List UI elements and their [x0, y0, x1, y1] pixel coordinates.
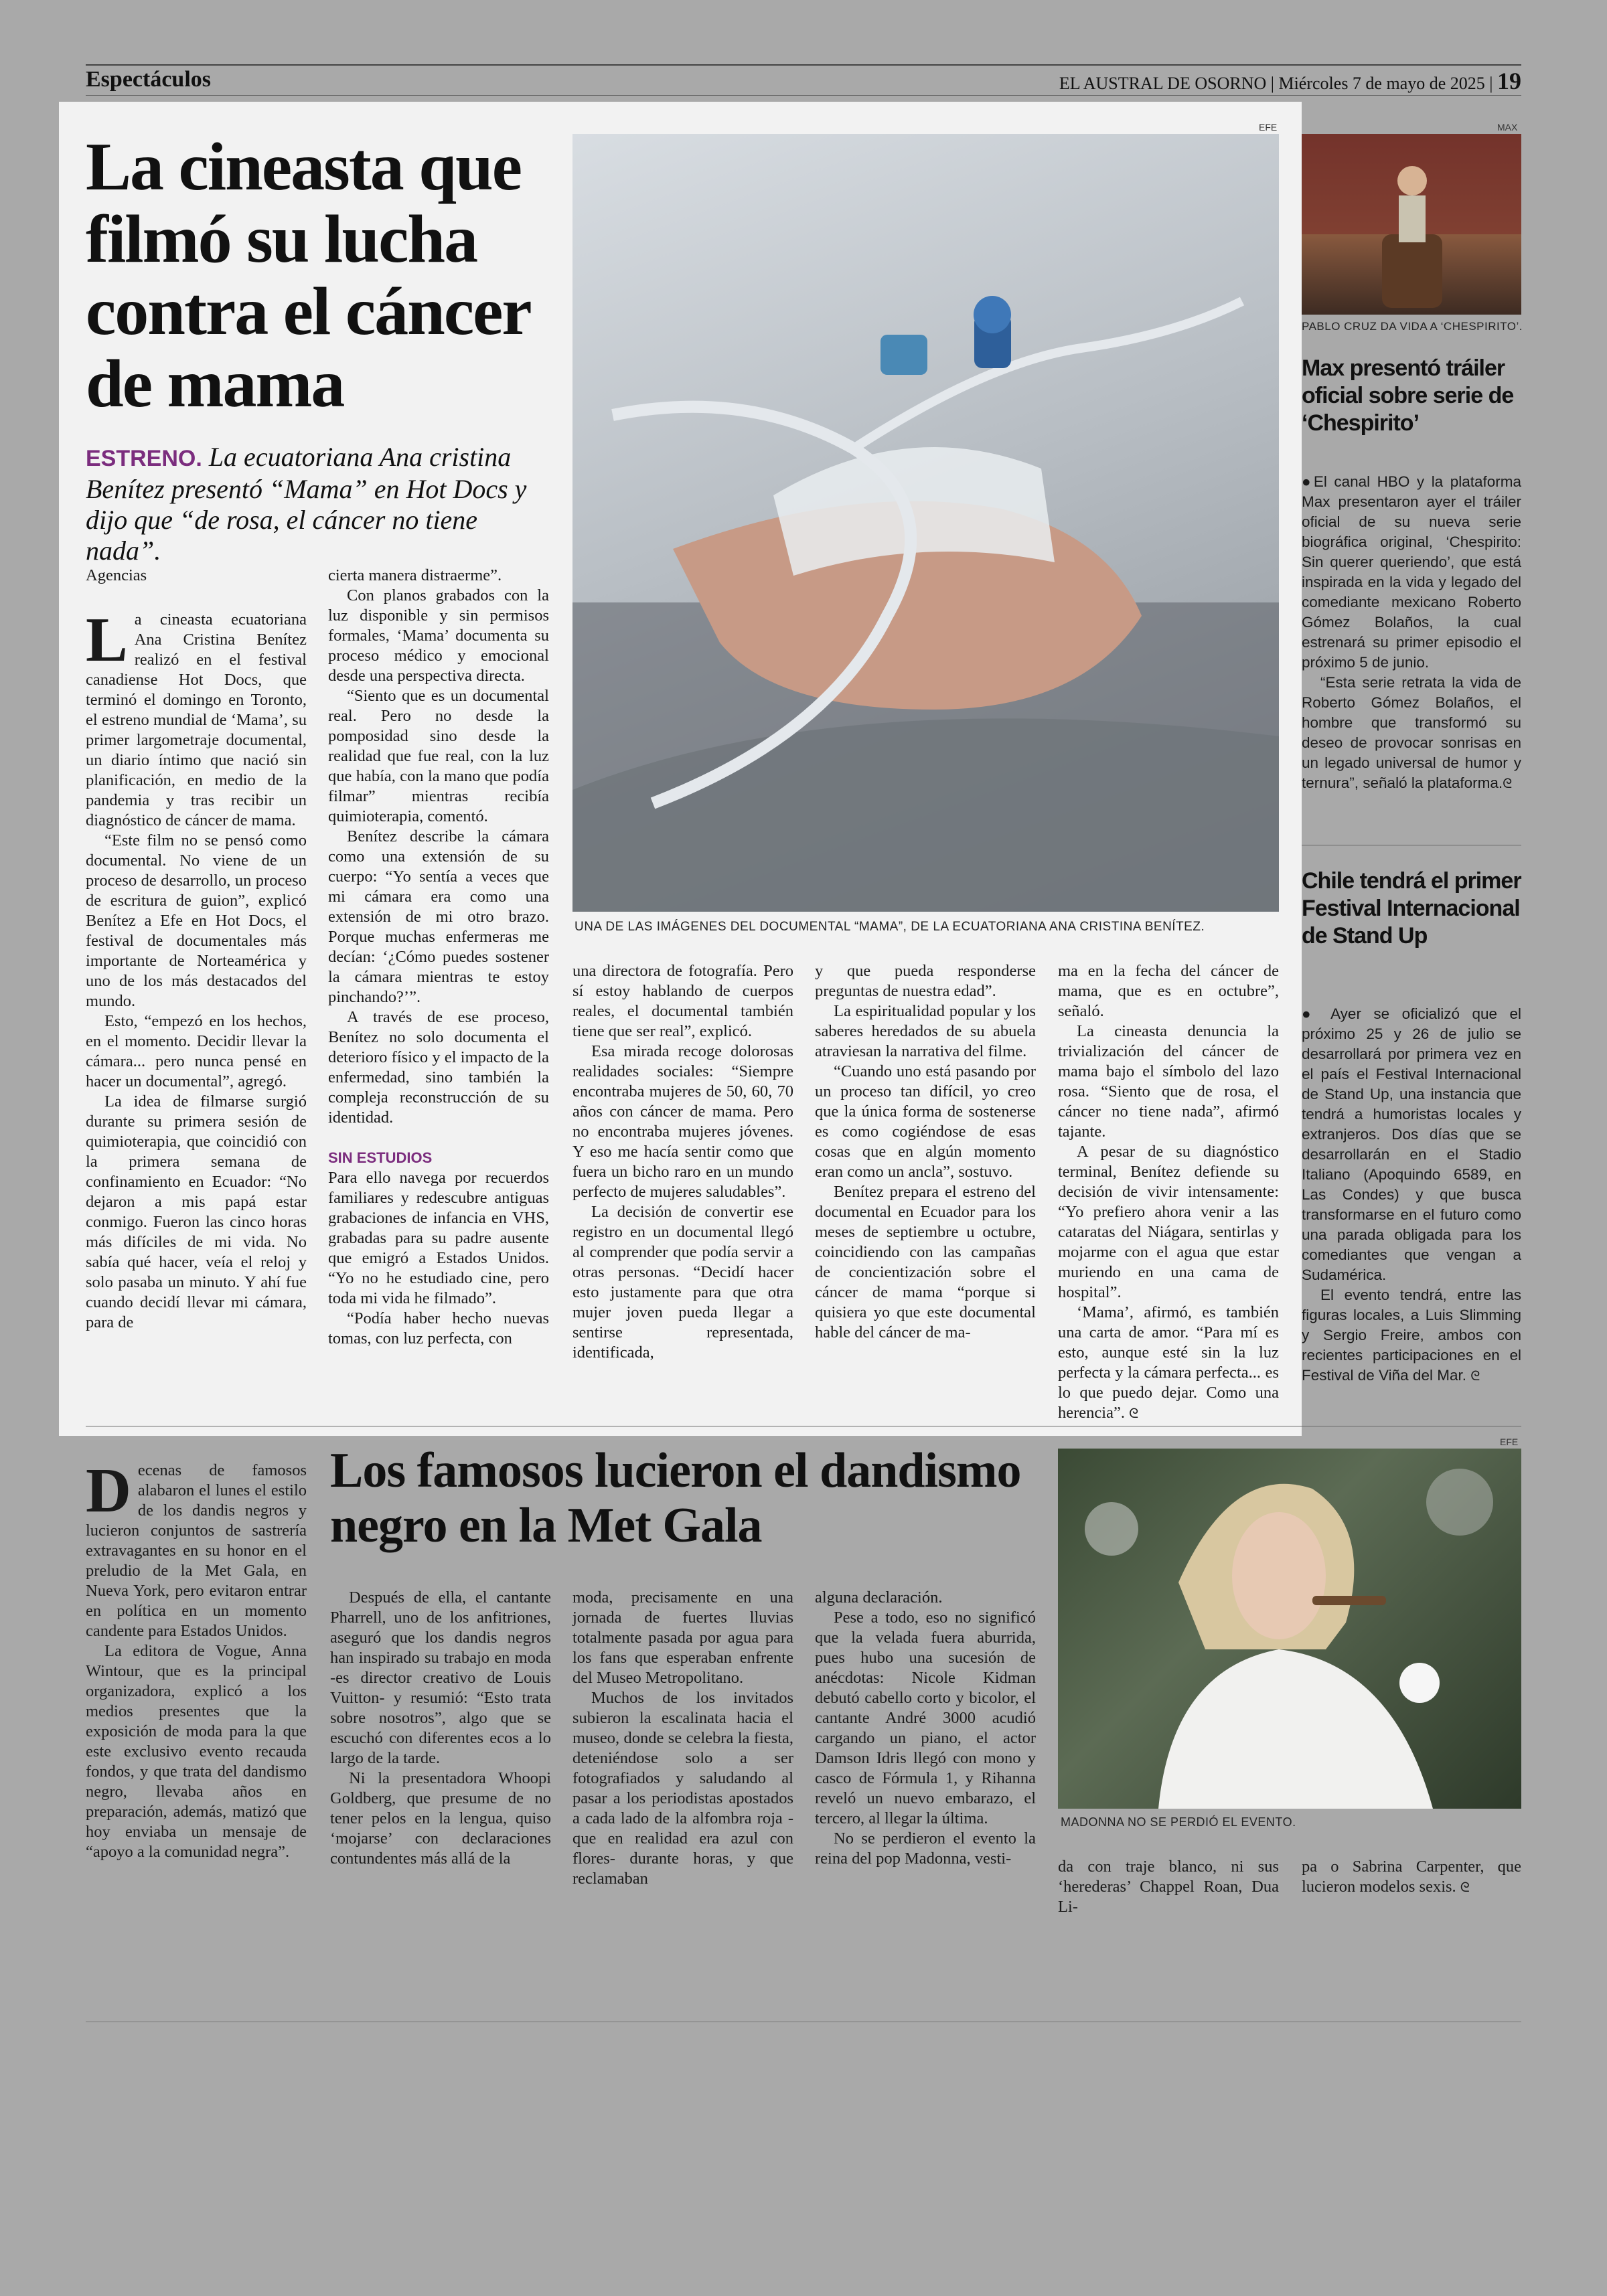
chespirito-caption: PABLO CRUZ DA VIDA A ‘CHESPIRITO’.: [1302, 320, 1523, 333]
section-name: Espectáculos: [86, 67, 211, 92]
body-column-2: [328, 566, 549, 1349]
met-paragraph: Muchos de los invitados subieron la escalinata hacia el museo, donde se celebra la fiesta, deteniéndose solo a ser fotografiados y saludando al pasar a los periodistas apostados a cada lado de la alfombra roja -que en realidad era azul con flores- durante horas, y que reclamaban: [572, 1689, 793, 1888]
body-paragraph: “Podía haber hecho nuevas tomas, con luz perfecta, con: [328, 1309, 549, 1347]
body-paragraph: Benítez prepara el estreno del documental en Ecuador para los meses de septiembre u octubre, coincidiendo con las campañas de concientización sobre el cáncer de mama “porque si quisiera yo que este documental hable del cáncer de ma-: [815, 1183, 1036, 1341]
paragraph-text: El evento tendrá, entre las figuras locales, a Luis Slimming y Sergio Freire, ambos con recientes participaciones en el Festival de Viña del Mar.: [1302, 1287, 1521, 1384]
article-deck: [86, 442, 554, 566]
body-paragraph: Para ello navega por recuerdos familiares y redescubre antiguas grabaciones de infancia en VHS, grabadas para su padre ausente que emigró a Estados Unidos. “Yo no he estudiado cine, pero toda mi vida he filmado”.: [328, 1169, 549, 1307]
kicker: ESTRENO.: [86, 446, 202, 471]
madonna-photo: [1058, 1449, 1521, 1809]
masthead-info: EL AUSTRAL DE OSORNO | Miércoles 7 de mayo de 2025 | 19: [1059, 68, 1521, 94]
side-paragraph: [1302, 1004, 1521, 1285]
main-photo-caption: UNA DE LAS IMÁGENES DEL DOCUMENTAL “MAMA”, DE LA ECUATORIANA ANA CRISTINA BENÍTEZ.: [575, 920, 1205, 934]
end-mark-icon: ᘓ: [1470, 1368, 1480, 1384]
side-title-standup: Chile tendrá el primer Festival Internacional de Stand Up: [1302, 868, 1521, 949]
body-paragraph: La espiritualidad popular y los saberes heredados de su abuela atraviesan la narrativa del filme.: [815, 1002, 1036, 1060]
body-paragraph: una directora de fotografía. Pero sí estoy hablando de cuerpos reales, el documental también tiene que ser real”, explicó.: [572, 962, 793, 1040]
body-paragraph: La idea de filmarse surgió durante su primera sesión de quimioterapia, que coincidió con la primera semana de confinamiento en Ecuador: “No dejaron a mis papá estar conmigo. Fueron las cinco horas más difíciles de mi vida. No sabía qué hacer, veía el reloj y solo pasaba un minuto. Y ahí fue cuando decidí llevar mi cámara, para de: [86, 1092, 307, 1331]
met-paragraph: moda, precisamente en una jornada de fuertes lluvias totalmente pasada por agua para los fans que esperaban enfrente del Museo Metropolitano.: [572, 1588, 793, 1687]
bullet-icon: ●: [1302, 1005, 1331, 1022]
body-paragraph: La decisión de convertir ese registro en un documental llegó al comprender que podía servir a otras personas. “Decidí hacer esto justamente para que otra mujer joven pueda llegar a sentirse representada, identificada,: [572, 1203, 793, 1362]
body-paragraph: La cineasta denuncia la trivialización del cáncer de mama bajo el símbolo del lazo rosa. “Siento que de rosa, el cáncer no tiene nada”, afirmó tajante.: [1058, 1022, 1279, 1141]
deck-text: La ecuatoriana Ana cristina Benítez presentó “Mama” en Hot Docs y dijo que “de rosa, el cáncer no tiene nada”.: [86, 442, 527, 566]
body-paragraph: “Cuando uno está pasando por un proceso tan difícil, yo creo que la única forma de sostenerse es como cogiéndose de esas cosas que en algún momento eran como un ancla”, sostuvo.: [815, 1062, 1036, 1181]
side-title-max: Max presentó tráiler oficial sobre serie de ‘Chespirito’: [1302, 355, 1514, 436]
met-column-5: [1058, 1857, 1279, 1917]
paragraph-text: Ayer se oficializó que el próximo 25 y 26 de julio se desarrollará por primera vez en el país el Festival Internacional de Stand Up, una instancia que tendrá a humoristas locales y extranjeros. Dos días que se desarrollarán en el Stadio Italiano (Apoquindo 6589, en Las Condes) y que busca transformarse en el futuro como una parada obligada para los comediantes que vengan a Sudamérica.: [1302, 1005, 1521, 1283]
side-paragraph: [1302, 472, 1521, 673]
madonna-caption: MADONNA NO SE PERDIÓ EL EVENTO.: [1061, 1815, 1296, 1829]
paragraph-text: “Esta serie retrata la vida de Roberto Gómez Bolaños, el hombre que transformó su deseo de provocar sonrisas en un legado universal de humor y ternura”, señaló la plataforma.: [1302, 674, 1521, 791]
end-mark-icon: ᘓ: [1129, 1405, 1139, 1421]
side-photo-credit: MAX: [1497, 122, 1518, 133]
body-paragraph: Benítez describe la cámara como una extensión de su cuerpo: “Yo sentía a veces que mi cámara era como una extensión de mi otro brazo. Porque muchas enfermeras me decían: ‘¿Cómo puedes sostener la cámara mientras te estoy pinchando?’”.: [328, 827, 549, 1006]
met-column-3: [572, 1588, 793, 1889]
side-story-standup: [1302, 1004, 1521, 1386]
met-gala-title: Los famosos lucieron el dandismo negro en la Met Gala: [330, 1443, 1021, 1553]
body-paragraph: [1058, 1303, 1279, 1423]
met-paragraph: La editora de Vogue, Anna Wintour, que es la principal organizadora, explicó a los medios presentes que la exposición de moda para la que este exclusivo evento recauda fondos, y que trata del dandismo negro, llevaba años en preparación, además, matizó que hoy enviaba un mensaje de “apoyo a la comunidad negra”.: [86, 1642, 307, 1861]
body-paragraph: ma en la fecha del cáncer de mama, que es en octubre”, señaló.: [1058, 962, 1279, 1020]
body-column-1: [86, 566, 307, 1333]
iv-hand-illustration: [572, 134, 1279, 912]
met-column-1: [86, 1456, 307, 1862]
met-paragraph: No se perdieron el evento la reina del pop Madonna, vesti-: [815, 1829, 1036, 1868]
body-paragraph: Esto, “empezó en los hechos, en el momento. Decidir llevar la cámara... pero nunca pensé en hacer un documental”, agregó.: [86, 1012, 307, 1090]
masthead: EL AUSTRAL DE OSORNO: [1059, 74, 1267, 93]
paragraph-text: ecenas de famosos alabaron el lunes el estilo de los dandis negros y lucieron conjuntos de sastrería extravagantes en su honor en el preludio de la Met Gala, en Nueva York, pero evitaron entrar en política en un momento candente para Estados Unidos.: [86, 1461, 307, 1640]
end-mark-icon: ᘓ: [1460, 1879, 1470, 1895]
body-paragraph: y que pueda responderse preguntas de nuestra edad”.: [815, 962, 1036, 1000]
drop-cap: D: [86, 1456, 131, 1526]
met-paragraph: Ni la presentadora Whoopi Goldberg, que presume de no tener pelos en la lengua, quiso ‘mojarse’ con declaraciones contundentes más allá de la: [330, 1769, 551, 1868]
bullet-icon: ●: [1302, 473, 1314, 490]
body-paragraph: cierta manera distraerme”.: [328, 566, 502, 584]
drop-cap: L: [86, 605, 128, 675]
article-title: La cineasta que filmó su lucha contra el cáncer de mama: [86, 129, 530, 422]
issue-date: Miércoles 7 de mayo de 2025: [1278, 74, 1485, 93]
body-column-5: [1058, 961, 1279, 1423]
page-number: 19: [1497, 68, 1521, 94]
met-paragraph: [86, 1456, 307, 1641]
met-column-6: [1302, 1857, 1521, 1897]
byline: Agencias: [86, 566, 147, 584]
met-paragraph: [1302, 1857, 1521, 1897]
body-paragraph: Esa mirada recoge dolorosas realidades sociales: “Siempre encontraba mujeres de 50, 60, 70 años con cáncer de mama. Pero no encontraba mujeres jóvenes. Y eso me hacía sentir como que fuera un bicho raro en un mundo perfecto de mujeres saludables”.: [572, 1042, 793, 1201]
madonna-illustration: [1058, 1449, 1521, 1809]
body-paragraph: A pesar de su diagnóstico terminal, Benítez defiende su decisión de vivir intensamente: “Yo prefiero ahora venir a las cataratas del Niágara, sentirlas y mojarme con el agua que estar muriendo en una cama de hospital”.: [1058, 1143, 1279, 1301]
end-mark-icon: ᘓ: [1503, 775, 1513, 791]
met-column-2: [330, 1588, 551, 1869]
chespirito-photo: [1302, 134, 1521, 315]
subheading: SIN ESTUDIOS: [328, 1149, 433, 1166]
side-paragraph: [1302, 1285, 1521, 1386]
chespirito-illustration: [1302, 134, 1521, 315]
body-paragraph: “Siento que es un documental real. Pero no desde la pomposidad sino desde la realidad que fue real, con la luz que había, con la mano que podía filmar” mientras recibía quimioterapia, comentó.: [328, 687, 549, 825]
paragraph-text: El canal HBO y la plataforma Max presentaron ayer el tráiler oficial de su nueva serie biográfica original, ‘Chespirito: Sin querer queriendo’, que está inspirada en la vida y legado del comediante mexicano Roberto Gómez Bolaños, la cual estrenará su primer episodio el próximo 5 de junio.: [1302, 473, 1522, 671]
met-paragraph: Después de ella, el cantante Pharrell, uno de los anfitriones, aseguró que los dandis negros han inspirado su trabajo en moda -es director creativo de Louis Vuitton- y resumió: “Esto trata sobre nosotros”, algo que se escuchó con diferentes ecos a lo largo de la tarde.: [330, 1588, 551, 1767]
side-paragraph: [1302, 673, 1521, 793]
body-paragraph: A través de ese proceso, Benítez no solo documenta el deterioro físico y el impacto de la enfermedad, sino también la compleja reconstrucción de su identidad.: [328, 1008, 549, 1127]
met-paragraph: da con traje blanco, ni sus ‘herederas’ Chappel Roan, Dua Li-: [1058, 1858, 1279, 1916]
body-column-4: [815, 961, 1036, 1343]
met-paragraph: Pese a todo, eso no significó que la velada fuera aburrida, pues hubo una sucesión de anécdotas: Nicole Kidman debutó cabello corto y bicolor, el cantante André 3000 acudió cargando un piano, el actor Damson Idris llegó con mono y casco de Fórmula 1, y Rihanna reveló un nuevo embarazo, el tercero, al llegar la última.: [815, 1609, 1036, 1827]
met-photo-credit: EFE: [1500, 1437, 1519, 1447]
photo-credit: EFE: [1259, 122, 1278, 133]
paragraph-text: a cineasta ecuatoriana Ana Cristina Benítez realizó en el festival canadiense Hot Docs, que terminó el domingo en Toronto, el estreno mundial de ‘Mama’, su primer largometraje documental, un diario íntimo que nació sin planificación, en medio de la pandemia y tras recibir un diagnóstico de cáncer de mama.: [86, 610, 307, 829]
body-paragraph: [86, 605, 307, 831]
met-column-4: [815, 1588, 1036, 1869]
body-paragraph: Con planos grabados con la luz disponible y sin permisos formales, ‘Mama’ documenta su proceso médico y emocional desde una perspectiva directa.: [328, 586, 549, 685]
side-story-max: [1302, 472, 1521, 793]
body-paragraph: “Este film no se pensó como documental. No viene de un proceso de desarrollo, un proceso de escritura de guion”, explicó Benítez a Efe en Hot Docs, el festival de documentales más importante de Norteamérica y uno de los más destacados del mundo.: [86, 831, 307, 1010]
paragraph-text: ‘Mama’, afirmó, es también una carta de amor. “Para mí es esto, aunque esté sin la luz perfecta y la cámara perfecta... es lo que puedo dejar. Como una herencia”.: [1058, 1303, 1279, 1422]
paragraph-text: pa o Sabrina Carpenter, que lucieron modelos sexis.: [1302, 1858, 1521, 1896]
main-photo: [572, 134, 1279, 912]
body-column-3: [572, 961, 793, 1363]
met-paragraph: alguna declaración.: [815, 1588, 943, 1607]
